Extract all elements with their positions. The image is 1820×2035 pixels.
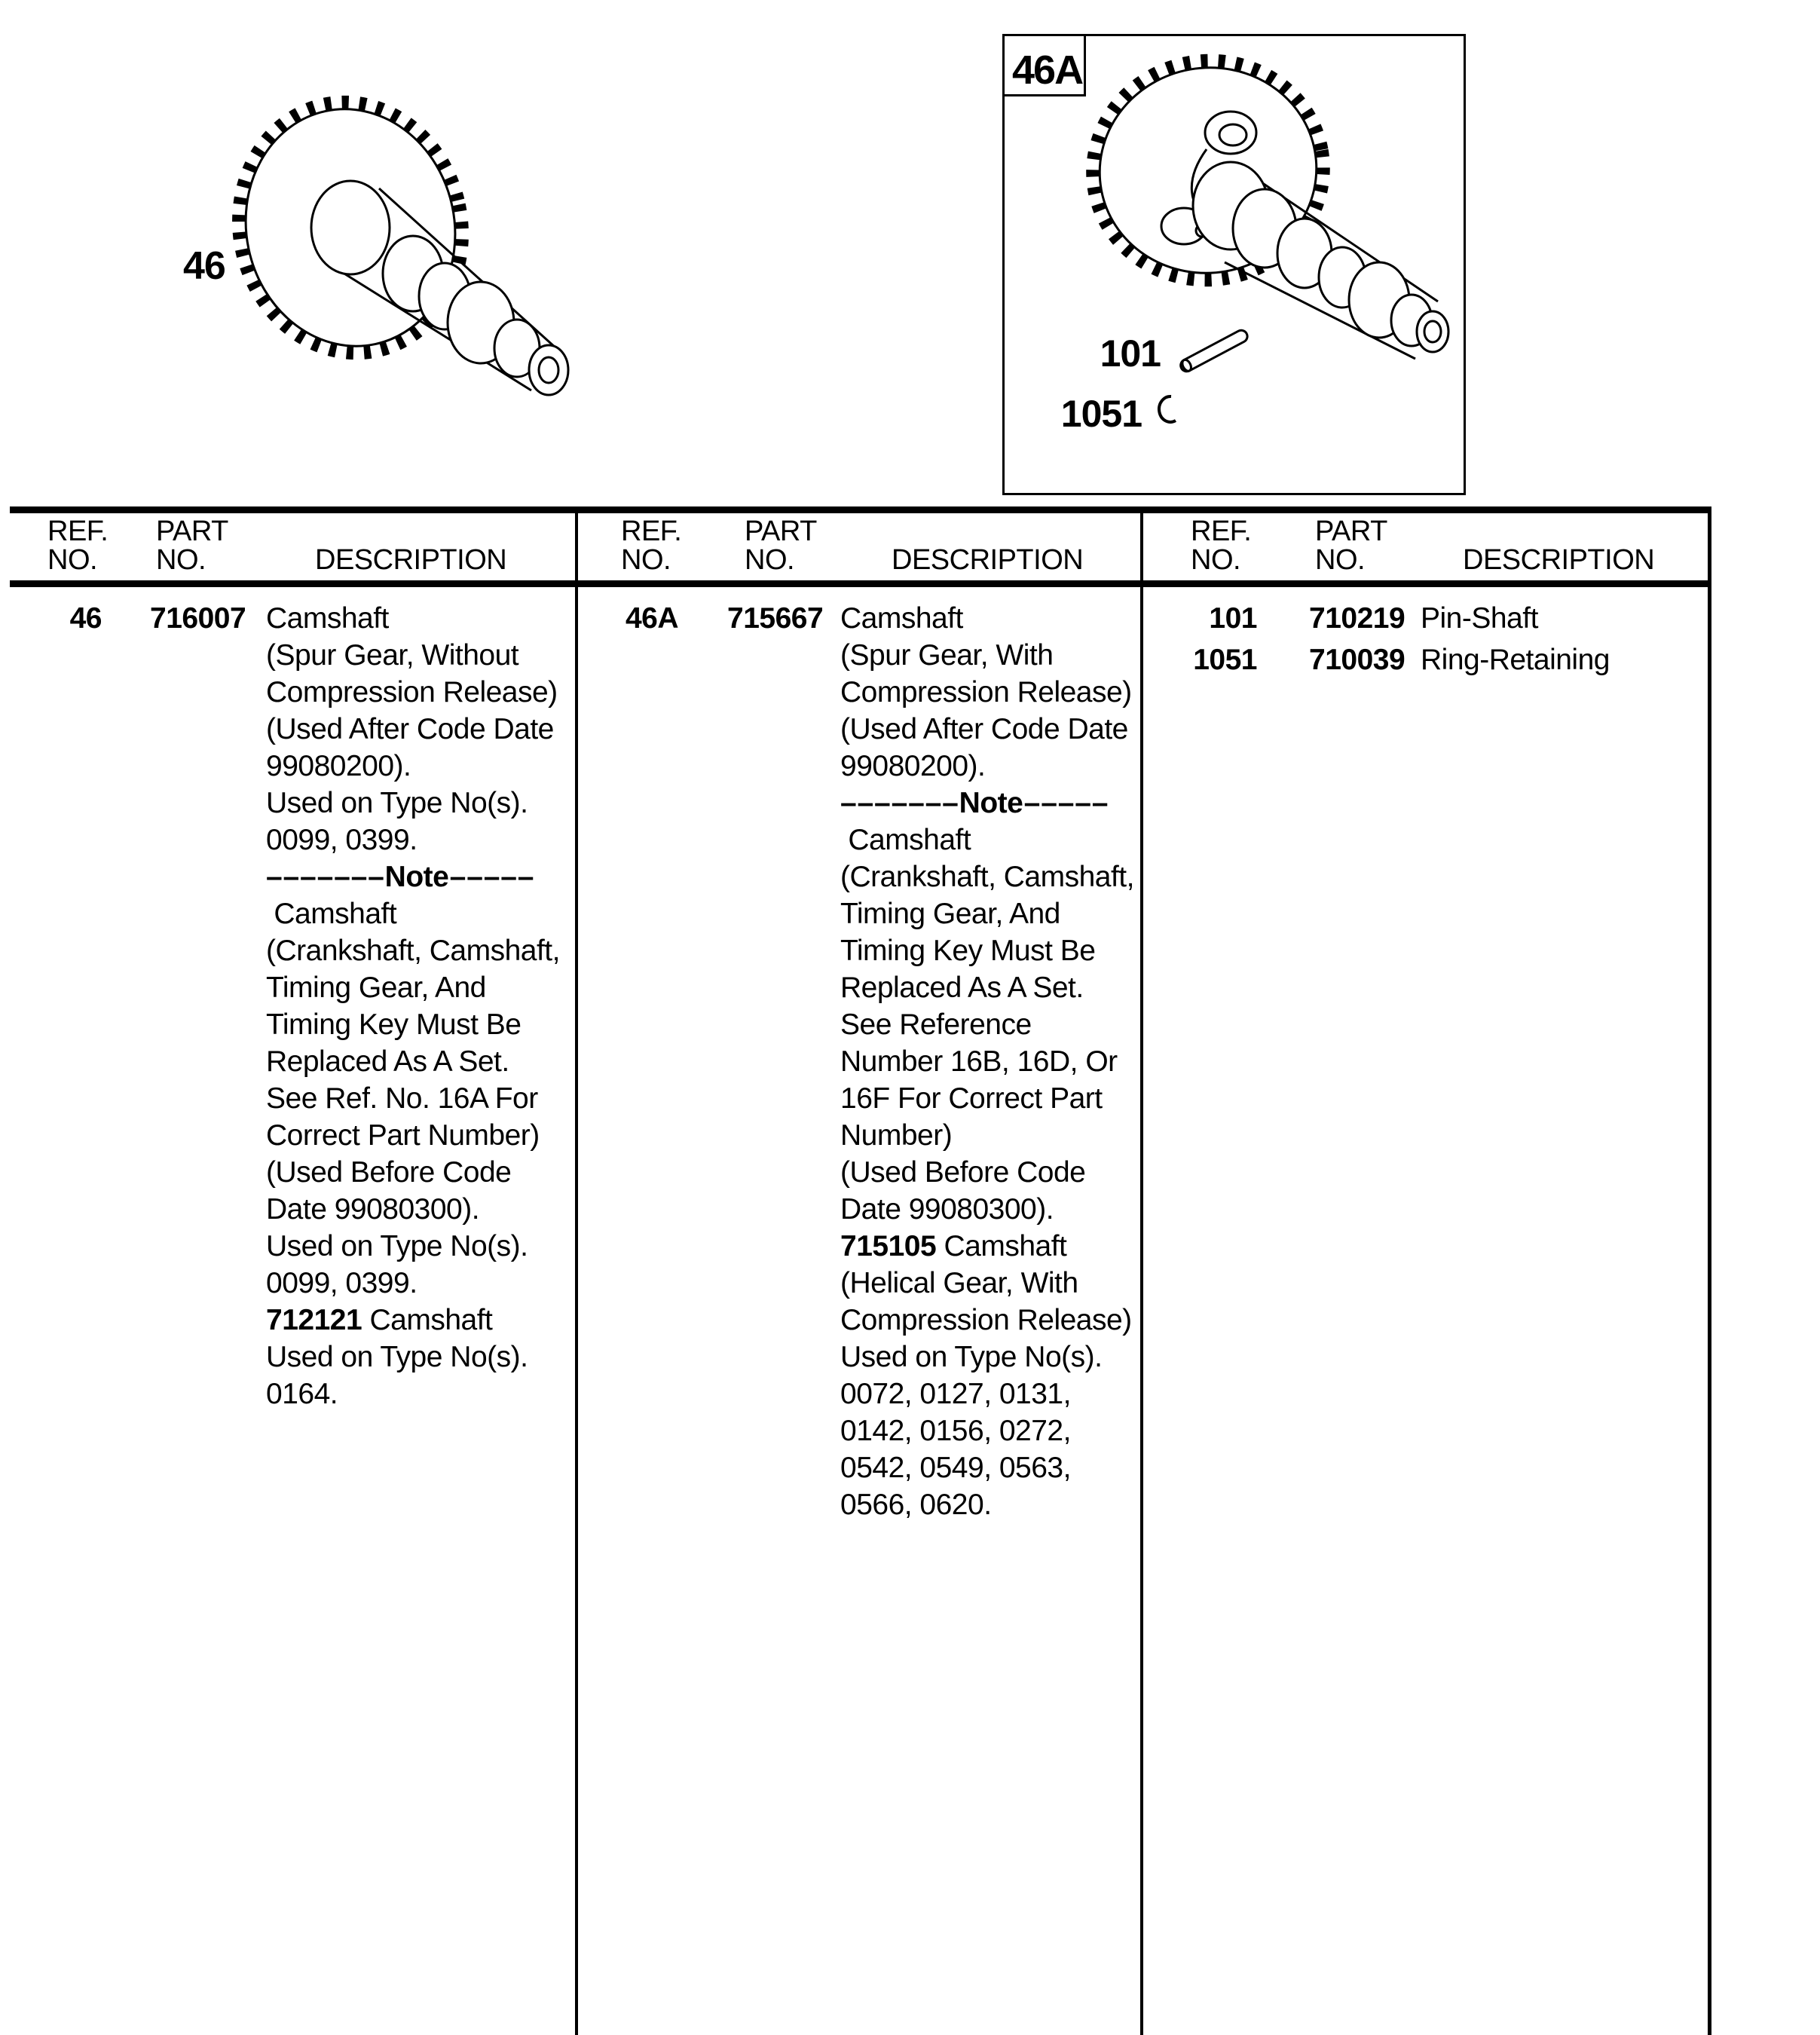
col1-part-header: PART xyxy=(156,516,228,547)
description-line: See Reference xyxy=(840,1008,1032,1041)
description-line: Replaced As A Set. xyxy=(266,1045,509,1078)
description-line: 712121 Camshaft xyxy=(266,1304,493,1336)
parts-column-1 xyxy=(10,600,577,1417)
description-line: Date 99080300). xyxy=(266,1193,480,1226)
table-top-rule xyxy=(10,506,1711,513)
description-line: 0142, 0156, 0272, xyxy=(840,1415,1071,1447)
description-line: 0099, 0399. xyxy=(266,824,418,856)
description-line: Compression Release) xyxy=(840,1304,1132,1336)
table-row xyxy=(10,600,577,1412)
description-line: Timing Key Must Be xyxy=(266,1008,522,1041)
col1-ref-header: REF. xyxy=(47,516,109,547)
ring-callout-label: 1051 xyxy=(1060,393,1142,435)
col3-ref-header: NO. xyxy=(1191,544,1241,576)
description-line: 99080200). xyxy=(266,750,411,782)
description-line: (Helical Gear, With xyxy=(840,1267,1078,1299)
description-line: 0099, 0399. xyxy=(266,1267,418,1299)
table-right-border xyxy=(1708,506,1711,2035)
col2-desc-header: DESCRIPTION xyxy=(892,544,1084,576)
description-line: Correct Part Number) xyxy=(266,1119,540,1152)
description-line: (Spur Gear, With xyxy=(840,639,1054,672)
parts-column-3 xyxy=(1142,600,1708,683)
table-row xyxy=(1142,600,1708,637)
description-line: Timing Gear, And xyxy=(266,972,486,1004)
description-line: Camshaft xyxy=(266,898,397,930)
figure-46-label: 46 xyxy=(183,244,225,288)
description-line: Camshaft xyxy=(266,602,389,635)
description-line: Used on Type No(s). xyxy=(840,1341,1103,1373)
pin-callout-label: 101 xyxy=(1100,332,1161,375)
description-line: 715105 Camshaft xyxy=(840,1230,1067,1262)
description-line: (Crankshaft, Camshaft, xyxy=(840,861,1134,893)
camshaft-46-drawing xyxy=(151,90,603,407)
col2-part-header: NO. xyxy=(745,544,795,576)
table-row xyxy=(577,600,1142,1523)
description-line: Timing Key Must Be xyxy=(840,935,1096,967)
col1-desc-header: DESCRIPTION xyxy=(315,544,507,576)
figure-46a-label: 46A xyxy=(1012,47,1083,93)
ref-no-cell: 1051 xyxy=(1193,644,1257,676)
description-line: Compression Release) xyxy=(840,676,1132,708)
description-line: (Crankshaft, Camshaft, xyxy=(266,935,560,967)
parts-column-2 xyxy=(577,600,1142,1528)
description-cell xyxy=(840,600,1142,1523)
description-line: 0072, 0127, 0131, xyxy=(840,1378,1071,1410)
col3-part-header: NO. xyxy=(1315,544,1366,576)
note-line: – – – – – – – Note – – – – – xyxy=(266,861,534,893)
description-line: 0542, 0549, 0563, xyxy=(840,1452,1071,1484)
table-row xyxy=(1142,641,1708,678)
description-line: Used on Type No(s). xyxy=(266,787,528,819)
col1-part-header: NO. xyxy=(156,544,206,576)
description-line: 16F For Correct Part xyxy=(840,1082,1103,1115)
part-no-cell: 716007 xyxy=(150,602,246,635)
table-header-rule xyxy=(10,580,1711,587)
description-line: Date 99080300). xyxy=(840,1193,1054,1226)
col1-ref-header: NO. xyxy=(47,544,98,576)
pin-shaft-icon xyxy=(1179,328,1250,373)
description-line: Pin-Shaft xyxy=(1421,602,1538,635)
description-line: Compression Release) xyxy=(266,676,558,708)
description-line: See Ref. No. 16A For xyxy=(266,1082,538,1115)
description-line: Used on Type No(s). xyxy=(266,1230,528,1262)
description-line: Used on Type No(s). xyxy=(266,1341,528,1373)
description-cell xyxy=(266,600,577,1412)
part-no-cell: 715667 xyxy=(727,602,824,635)
description-line: (Used After Code Date xyxy=(266,713,554,745)
col3-desc-header: DESCRIPTION xyxy=(1463,544,1655,576)
description-line: Replaced As A Set. xyxy=(840,972,1084,1004)
description-line: 0164. xyxy=(266,1378,338,1410)
col2-ref-header: NO. xyxy=(621,544,671,576)
description-line: Camshaft xyxy=(840,602,963,635)
description-line: 99080200). xyxy=(840,750,986,782)
part-no-cell: 710219 xyxy=(1309,602,1406,635)
col3-part-header: PART xyxy=(1315,516,1387,547)
description-line: Timing Gear, And xyxy=(840,898,1060,930)
description-cell xyxy=(1421,641,1708,678)
description-cell xyxy=(1421,600,1708,637)
description-line: Camshaft xyxy=(840,824,971,856)
col3-ref-header: REF. xyxy=(1191,516,1252,547)
ref-no-cell: 46 xyxy=(69,602,102,635)
description-line: Number 16B, 16D, Or xyxy=(840,1045,1118,1078)
description-line: (Used Before Code xyxy=(840,1156,1086,1189)
description-line: (Used After Code Date xyxy=(840,713,1128,745)
description-line: 0566, 0620. xyxy=(840,1489,992,1521)
description-line: Number) xyxy=(840,1119,953,1152)
col2-part-header: PART xyxy=(745,516,817,547)
description-line: Ring-Retaining xyxy=(1421,644,1610,676)
col2-ref-header: REF. xyxy=(621,516,682,547)
description-line: (Used Before Code xyxy=(266,1156,512,1189)
note-line: – – – – – – – Note – – – – – xyxy=(840,787,1108,819)
description-line: (Spur Gear, Without xyxy=(266,639,519,672)
part-no-cell: 710039 xyxy=(1309,644,1406,676)
ref-no-cell: 46A xyxy=(625,602,678,635)
ref-no-cell: 101 xyxy=(1209,602,1257,635)
retaining-ring-icon xyxy=(1159,396,1176,422)
